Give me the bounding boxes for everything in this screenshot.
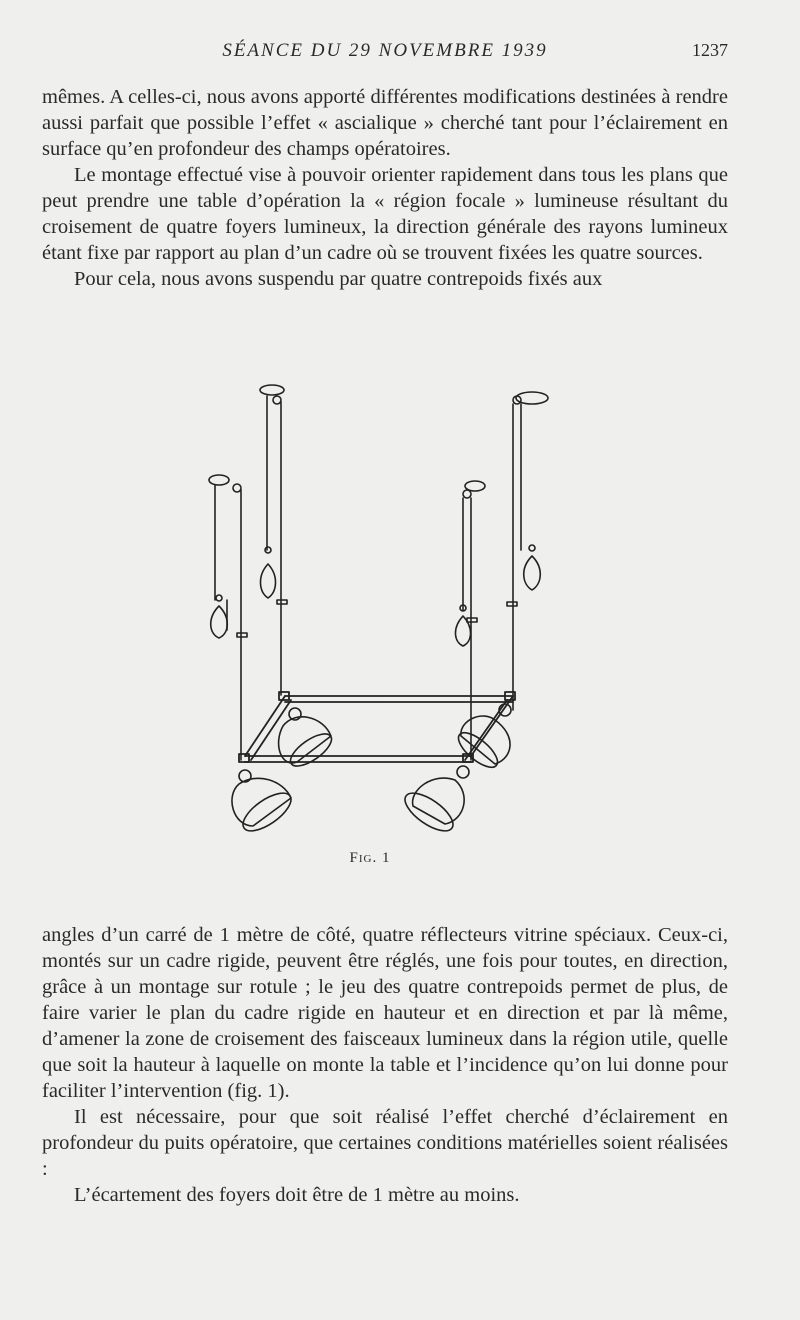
counterweights — [211, 545, 541, 646]
paragraph: Il est nécessaire, pour que soit réalisé l’effet cherché d’éclairement en profondeur du puits opératoire, que certaines conditions matérielles soient réalisées : — [42, 1106, 728, 1180]
reflector-lamps — [232, 704, 511, 838]
running-head: SÉANCE DU 29 NOVEMBRE 1939 — [222, 40, 548, 61]
text-block-bottom — [42, 922, 728, 1208]
paragraph: Le montage effectué vise à pouvoir orienter rapidement dans tous les plans que peut prendre une table d’opération la « région focale » lumineuse résultant du croisement de quatre foyers lumineux, la direction générale des rayons lumineux étant fixe par rapport au plan d’un cadre où se trouvent fixées les quatre sources. — [42, 164, 728, 264]
text-block-top — [42, 84, 728, 292]
paragraph: L’écartement des foyers doit être de 1 mètre au moins. — [74, 1184, 520, 1206]
pulley-mounts — [209, 385, 548, 491]
figure-lamp-apparatus — [195, 380, 565, 840]
paragraph: Pour cela, nous avons suspendu par quatre contrepoids fixés aux — [74, 268, 603, 290]
page-number: 1237 — [692, 40, 728, 60]
lamp-apparatus-drawing — [195, 380, 565, 840]
figure-caption: Fig. 1 — [349, 850, 391, 866]
pulley-wheels — [233, 396, 521, 498]
paragraph: angles d’un carré de 1 mètre de côté, quatre réflecteurs vitrine spéciaux. Ceux-ci, montés sur un cadre rigide, peuvent être réglés, une fois pour toutes, en direction, grâce à un montage sur rotule ; le jeu des quatre contrepoids permet de plus, de faire varier le plan du cadre rigide en hauteur et en direction et par là même, d’amener la zone de croisement des faisceaux lumineux dans la région utile, quelle que soit la hauteur à laquelle on monte la table et l’incidence qu’on lui donne pour faciliter l’intervention (fig. 1). — [42, 924, 728, 1102]
page-header — [42, 38, 728, 66]
paragraph: mêmes. A celles-ci, nous avons apporté différentes modifications destinées à rendre aussi parfait que possible l’effet « ascialique » cherché tant pour l’éclairement en surface qu’en profondeur des champs opératoires. — [42, 86, 728, 160]
